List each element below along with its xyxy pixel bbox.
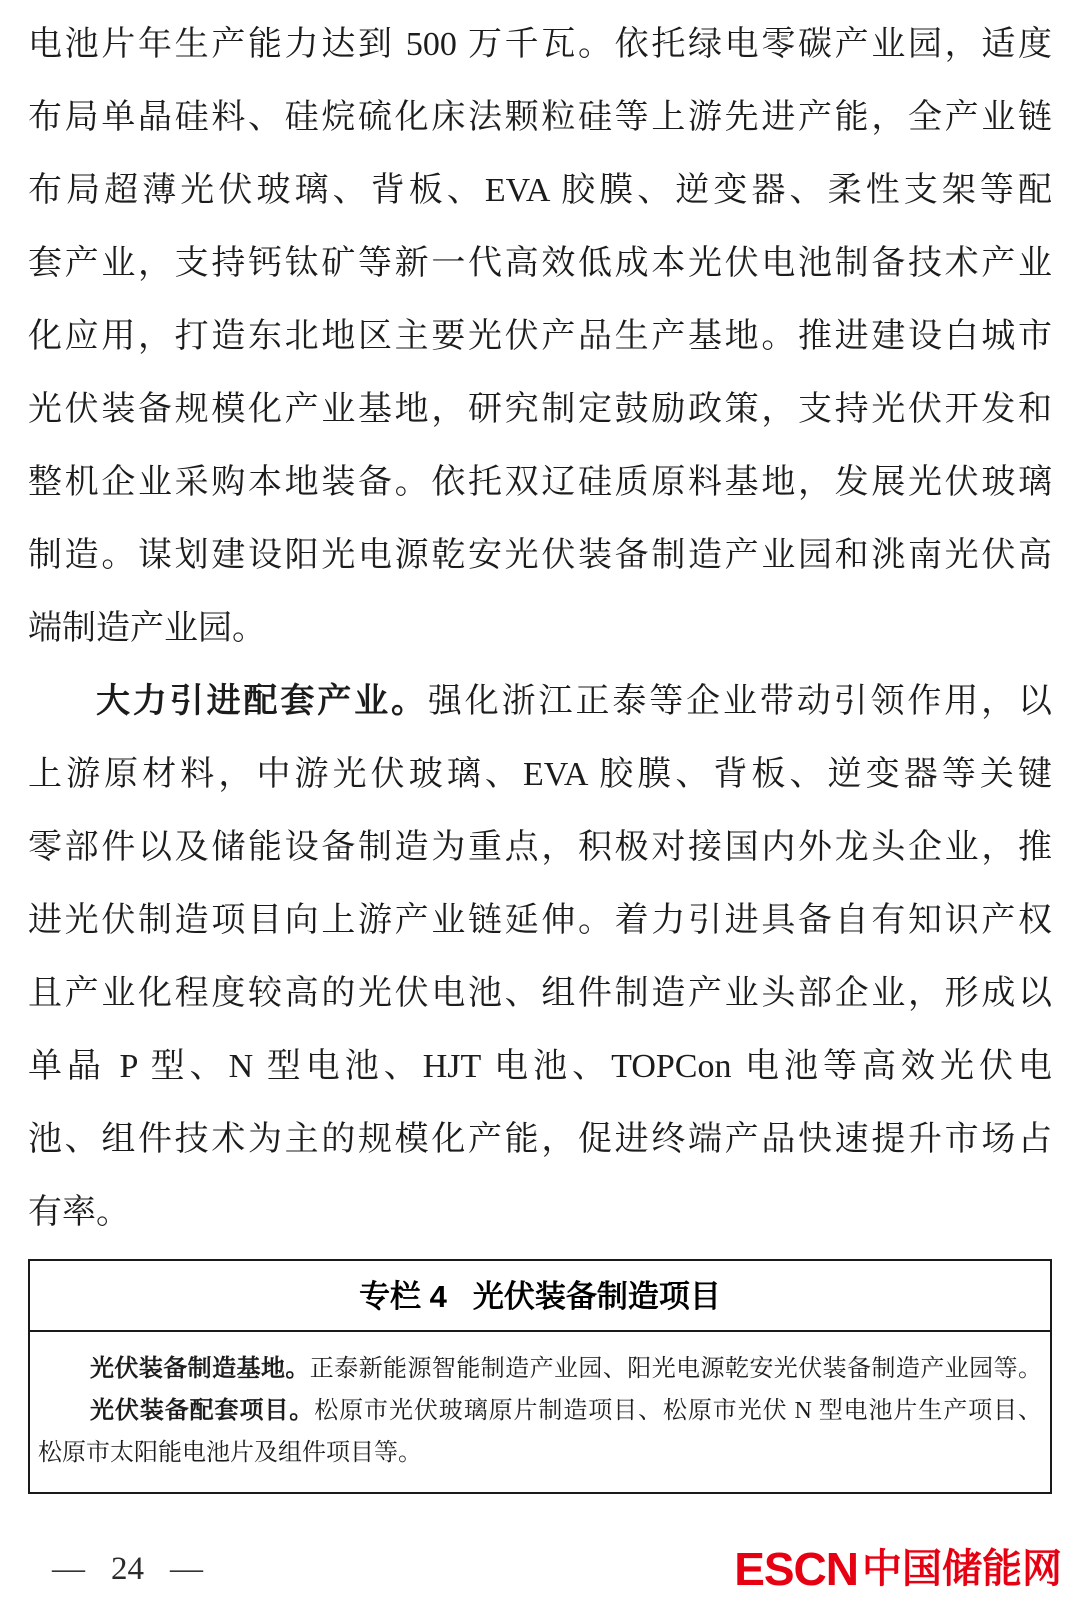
escn-logo-latin: ESCN	[734, 1543, 858, 1595]
body-line: 零部件以及储能设备制造为重点，积极对接国内外龙头企业，推	[28, 829, 1052, 866]
body-line: 端制造产业园。	[28, 610, 266, 647]
paragraph-2	[28, 665, 1052, 1249]
body-line: 套产业，支持钙钛矿等新一代高效低成本光伏电池制备技术产业	[28, 245, 1052, 282]
panel-title-name: 光伏装备制造项目	[472, 1279, 721, 1314]
panel-item-2-line-1	[38, 1390, 1042, 1432]
body-line: 化应用，打造东北地区主要光伏产品生产基地。推进建设白城市	[28, 318, 1052, 355]
body-line: 单晶 P 型、N 型电池、HJT 电池、TOPCon 电池等高效光伏电	[28, 1048, 1052, 1085]
panel-title	[30, 1261, 1050, 1332]
paragraph-lead-bold: 大力引进配套产业。	[96, 683, 428, 720]
body-line: 布局超薄光伏玻璃、背板、EVA 胶膜、逆变器、柔性支架等配	[28, 172, 1052, 209]
panel-body	[30, 1332, 1050, 1492]
panel-item-2-line-2: 松原市太阳能电池片及组件项目等。	[38, 1440, 422, 1466]
body-line: 进光伏制造项目向上游产业链延伸。着力引进具备自有知识产权	[28, 902, 1052, 939]
body-line: 上游原材料，中游光伏玻璃、EVA 胶膜、背板、逆变器等关键	[28, 756, 1052, 793]
page-number-value: 24	[111, 1551, 144, 1587]
panel-title-label: 专栏 4	[359, 1279, 447, 1314]
page-number-dash-right: —	[170, 1551, 203, 1587]
body-line	[28, 665, 1052, 738]
page-content	[28, 8, 1052, 1494]
body-line: 制造。谋划建设阳光电源乾安光伏装备制造产业园和洮南光伏高	[28, 537, 1052, 574]
escn-logo	[734, 1543, 1062, 1595]
panel-item-text: 正泰新能源智能制造产业园、阳光电源乾安光伏装备制造产业园等。	[309, 1356, 1042, 1382]
panel-item-lead: 光伏装备制造基地。	[90, 1356, 310, 1382]
panel-item-text: 松原市光伏玻璃原片制造项目、松原市光伏 N 型电池片生产项目、	[314, 1398, 1042, 1424]
paragraph-lead-rest: 强化浙江正泰等企业带动引领作用，以	[427, 683, 1052, 720]
panel-item-lead: 光伏装备配套项目。	[90, 1398, 315, 1424]
body-line: 整机企业采购本地装备。依托双辽硅质原料基地，发展光伏玻璃	[28, 464, 1052, 501]
escn-logo-chinese: 中国储能网	[862, 1547, 1062, 1591]
body-line: 电池片年生产能力达到 500 万千瓦。依托绿电零碳产业园，适度	[28, 26, 1052, 63]
body-line: 光伏装备规模化产业基地，研究制定鼓励政策，支持光伏开发和	[28, 391, 1052, 428]
page-number	[52, 1551, 203, 1588]
paragraph-1	[28, 8, 1052, 665]
page-number-dash-left: —	[52, 1551, 85, 1587]
body-line: 布局单晶硅料、硅烷硫化床法颗粒硅等上游先进产能，全产业链	[28, 99, 1052, 136]
panel-item-1	[38, 1348, 1042, 1390]
body-line: 且产业化程度较高的光伏电池、组件制造产业头部企业，形成以	[28, 975, 1052, 1012]
body-line: 有率。	[28, 1194, 130, 1231]
column-panel-4	[28, 1259, 1052, 1494]
body-line: 池、组件技术为主的规模化产能，促进终端产品快速提升市场占	[28, 1121, 1052, 1158]
